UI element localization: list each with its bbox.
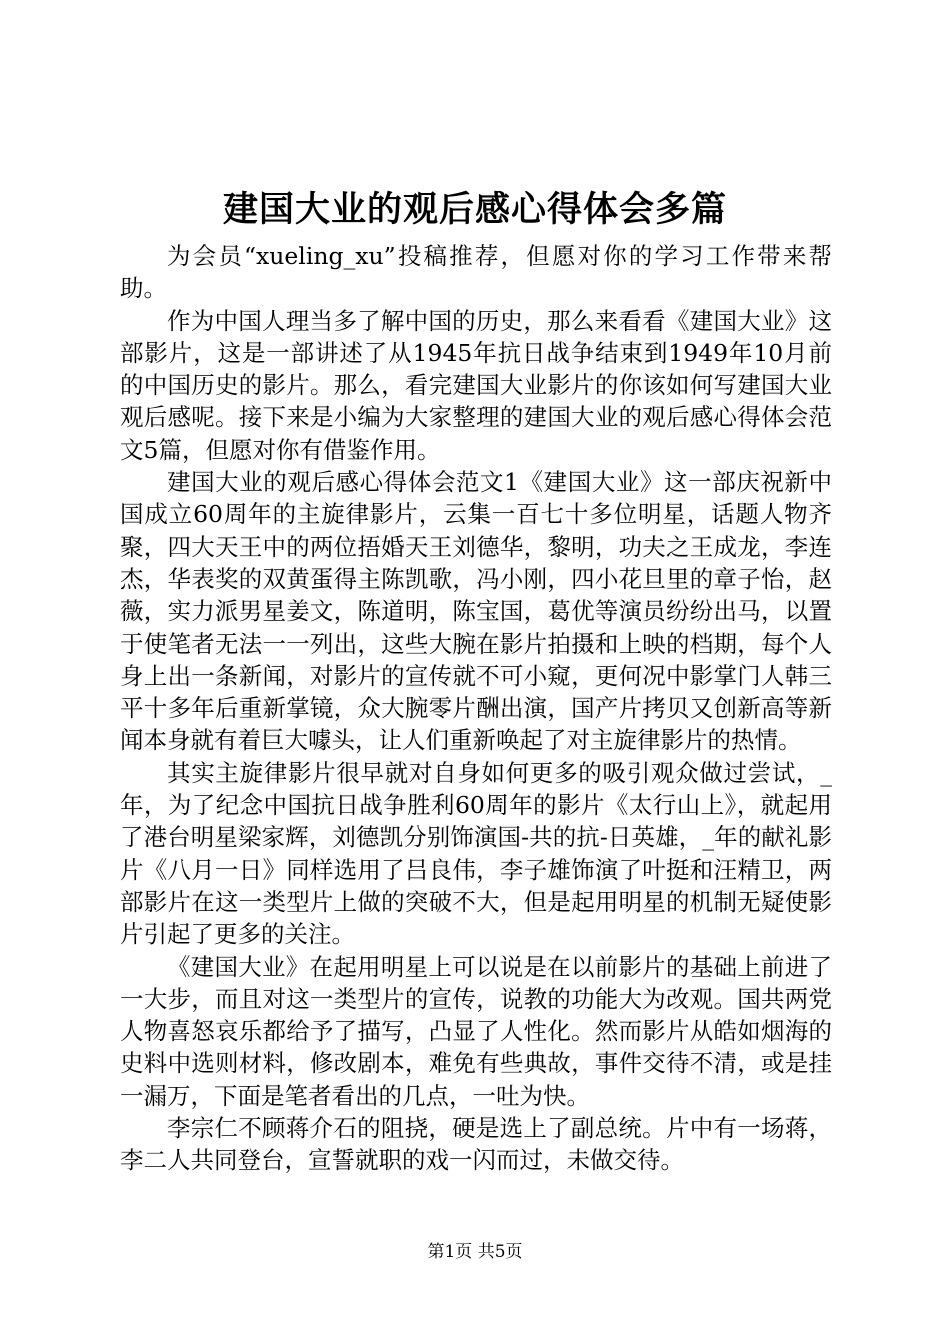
paragraph-6: 李宗仁不顾蒋介石的阻挠，硬是选上了副总统。片中有一场蒋，李二人共同登台，宣誓就职的戏一闪而过，未做交待。: [120, 1114, 832, 1175]
page-number-footer: 第1页 共5页: [427, 1242, 523, 1262]
paragraph-2: 作为中国人理当多了解中国的历史，那么来看看《建国大业》这部影片，这是一部讲述了从1945年抗日战争结束到1949年10月前的中国历史的影片。那么，看完建国大业影片的你该如何写建国大业观后感呢。接下来是小编为大家整理的建国大业的观后感心得体会范文5篇，但愿对你有借鉴作用。: [120, 306, 832, 464]
document-title: 建国大业的观后感心得体会多篇: [222, 189, 727, 230]
document-body: [120, 240, 832, 1177]
paragraph-4: 其实主旋律影片很早就对自身如何更多的吸引观众做过尝试，_年，为了纪念中国抗日战争胜利60周年的影片《太行山上》，就起用了港台明星梁家辉，刘德凯分别饰演国-共的抗-日英雄，_年的献礼影片《八月一日》同样选用了吕良伟，李子雄饰演了叶挺和汪精卫，两部影片在这一类型片上做的突破不大，但是起用明星的机制无疑使影片引起了更多的关注。: [120, 758, 832, 949]
paragraph-1: 为会员“xueling_xu”投稿推荐，但愿对你的学习工作带来帮助。: [120, 242, 832, 303]
paragraph-3: 建国大业的观后感心得体会范文1《建国大业》这一部庆祝新中国成立60周年的主旋律影片，云集一百七十多位明星，话题人物齐聚，四大天王中的两位捂婚天王刘德华，黎明，功夫之王成龙，李连杰，华表奖的双黄蛋得主陈凯歌，冯小刚，四小花旦里的章子怡，赵薇，实力派男星姜文，陈道明，陈宝国，葛优等演员纷纷出马，以置于使笔者无法一一列出，这些大腕在影片拍摄和上映的档期，每个人身上出一条新闻，对影片的宣传就不可小窥，更何况中影掌门人韩三平十多年后重新掌镜，众大腕零片酬出演，国产片拷贝又创新高等新闻本身就有着巨大噱头，让人们重新唤起了对主旋律影片的热情。: [120, 468, 832, 755]
paragraph-5: 《建国大业》在起用明星上可以说是在以前影片的基础上前进了一大步，而且对这一类型片的宣传，说教的功能大为改观。国共两党人物喜怒哀乐都给予了描写，凸显了人性化。然而影片从皓如烟海的史料中选则材料，修改剧本，难免有些典故，事件交待不清，或是挂一漏万，下面是笔者看出的几点，一吐为快。: [120, 952, 832, 1110]
